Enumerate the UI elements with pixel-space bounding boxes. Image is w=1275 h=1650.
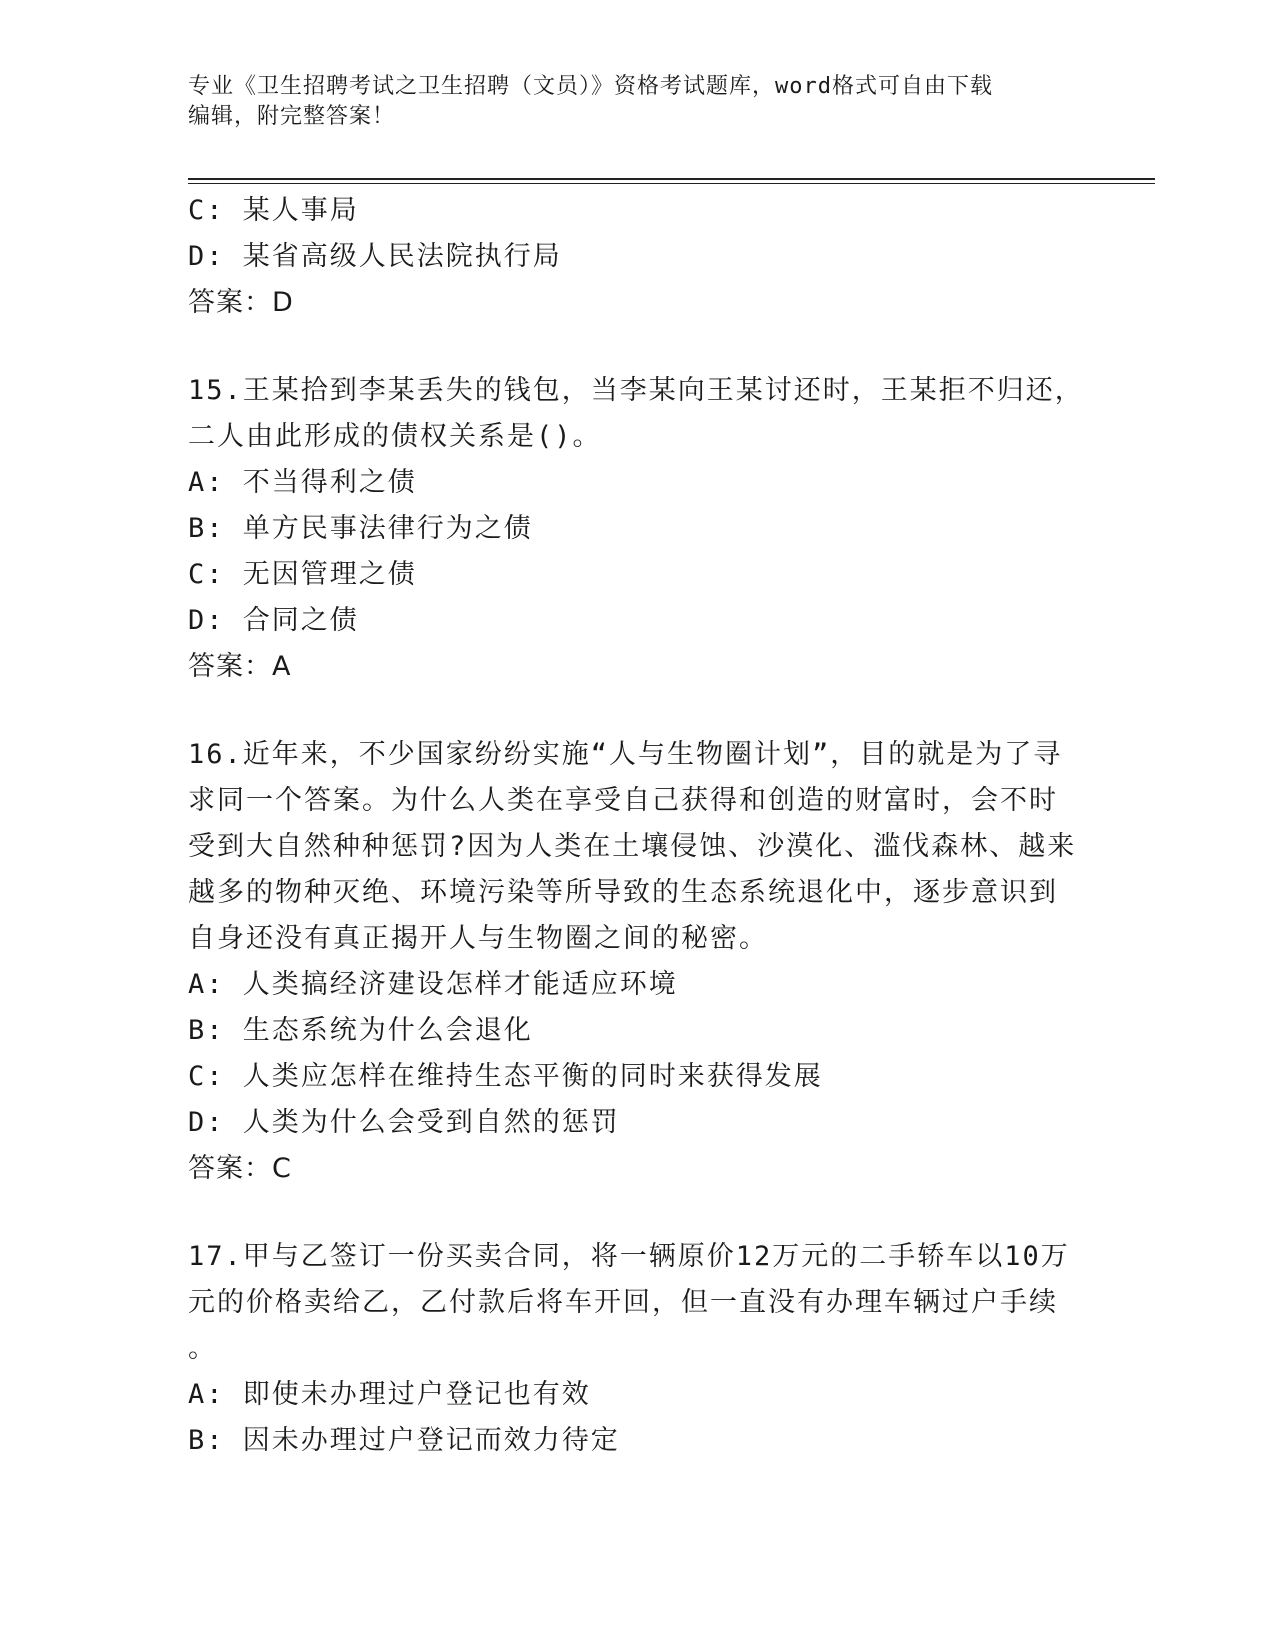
option-d: D: 人类为什么会受到自然的惩罚: [188, 1107, 620, 1138]
answer-line: 答案：C: [188, 1153, 292, 1184]
question-text-line: 自身还没有真正揭开人与生物圈之间的秘密。: [188, 923, 768, 954]
option-b: B: 因未办理过户登记而效力待定: [188, 1425, 620, 1456]
question-15: [188, 368, 1088, 690]
question-text-line: 求同一个答案。为什么人类在享受自己获得和创造的财富时，会不时: [188, 785, 1058, 816]
document-body: [188, 188, 1088, 1464]
option-d: D: 某省高级人民法院执行局: [188, 241, 562, 272]
header-divider-thin: [188, 183, 1155, 184]
option-c: C: 无因管理之债: [188, 559, 417, 590]
document-header: [188, 72, 1088, 132]
option-a: A: 不当得利之债: [188, 467, 417, 498]
answer-line: 答案：D: [188, 287, 294, 318]
option-d: D: 合同之债: [188, 605, 359, 636]
question-17: [188, 1234, 1088, 1464]
question-text-line: 17.甲与乙签订一份买卖合同，将一辆原价12万元的二手轿车以10万: [188, 1241, 1070, 1272]
header-line-2: 编辑，附完整答案！: [188, 104, 396, 129]
spacer: [188, 1192, 1088, 1234]
answer-line: 答案：A: [188, 651, 292, 682]
question-16: [188, 732, 1088, 1192]
option-a: A: 即使未办理过户登记也有效: [188, 1379, 591, 1410]
header-divider-thick: [188, 178, 1155, 180]
spacer: [188, 326, 1088, 368]
question-text-line: 15.王某拾到李某丢失的钱包，当李某向王某讨还时，王某拒不归还，: [188, 375, 1084, 406]
question-text-line: 元的价格卖给乙，乙付款后将车开回，但一直没有办理车辆过户手续: [188, 1287, 1058, 1318]
question-text-line: 16.近年来，不少国家纷纷实施“人与生物圈计划”，目的就是为了寻: [188, 739, 1063, 770]
option-a: A: 人类搞经济建设怎样才能适应环境: [188, 969, 678, 1000]
question-text-line: 。: [188, 1333, 217, 1364]
option-c: C: 某人事局: [188, 195, 359, 226]
question-text-line: 受到大自然种种惩罚?因为人类在土壤侵蚀、沙漠化、滥伐森林、越来: [188, 831, 1077, 862]
question-text-line: 越多的物种灭绝、环境污染等所导致的生态系统退化中，逐步意识到: [188, 877, 1058, 908]
option-b: B: 生态系统为什么会退化: [188, 1015, 533, 1046]
option-b: B: 单方民事法律行为之债: [188, 513, 533, 544]
option-c: C: 人类应怎样在维持生态平衡的同时来获得发展: [188, 1061, 823, 1092]
question-text-line: 二人由此形成的债权关系是()。: [188, 421, 602, 452]
question-14: [188, 188, 1088, 326]
spacer: [188, 690, 1088, 732]
header-line-1: 专业《卫生招聘考试之卫生招聘（文员）》资格考试题库，word格式可自由下载: [188, 74, 993, 99]
